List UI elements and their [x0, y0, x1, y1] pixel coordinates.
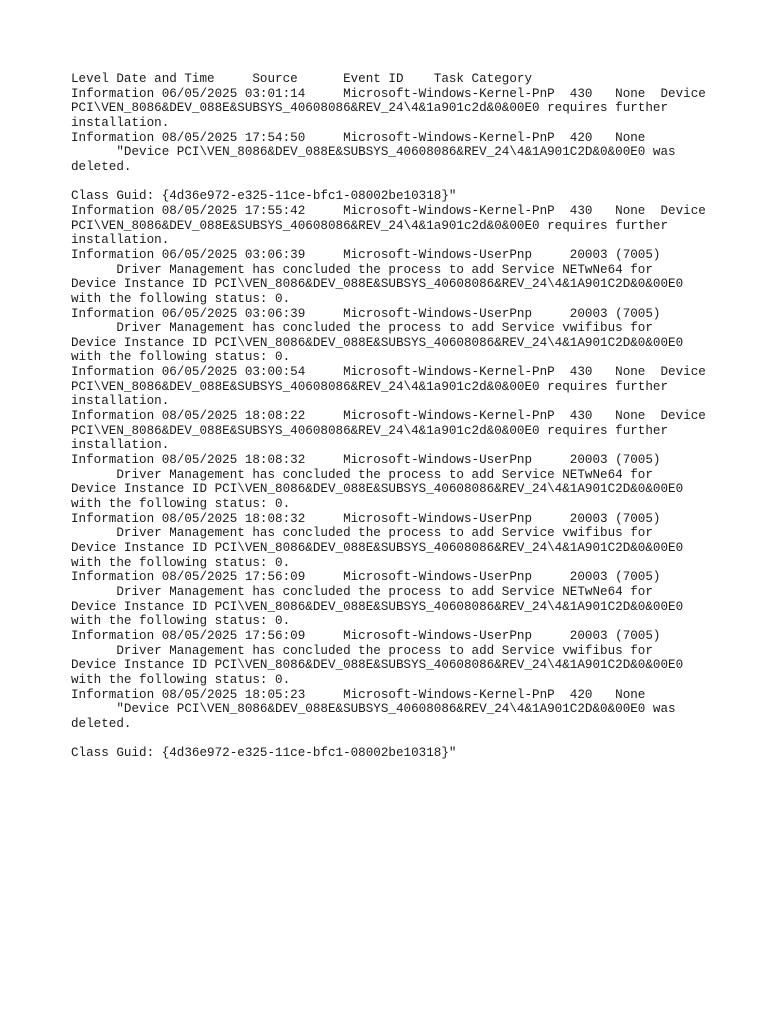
log-line: Driver Management has concluded the process to add Service vwifibus for: [71, 643, 653, 658]
log-line: PCI\VEN_8086&DEV_088E&SUBSYS_40608086&REV_24\4&1a901c2d&0&00E0 requires further: [71, 379, 669, 394]
log-line: installation.: [71, 233, 170, 248]
log-line: Information 06/05/2025 03:06:39 Microsoft-Windows-UserPnp 20003 (7005): [71, 247, 661, 262]
log-line: Information 06/05/2025 03:06:39 Microsoft-Windows-UserPnp 20003 (7005): [71, 306, 661, 321]
log-line: with the following status: 0.: [71, 291, 291, 306]
log-line: Information 06/05/2025 03:01:14 Microsoft-Windows-Kernel-PnP 430 None Device: [71, 86, 706, 101]
log-line: Information 08/05/2025 18:05:23 Microsoft-Windows-Kernel-PnP 420 None: [71, 687, 646, 702]
blank-line: [71, 732, 731, 747]
log-line: with the following status: 0.: [71, 672, 291, 687]
log-line: Device Instance ID PCI\VEN_8086&DEV_088E&SUBSYS_40608086&REV_24\4&1A901C2D&0&00E0: [71, 658, 684, 673]
log-line: Information 08/05/2025 18:08:32 Microsoft-Windows-UserPnp 20003 (7005): [71, 511, 661, 526]
log-line: Information 08/05/2025 17:56:09 Microsoft-Windows-UserPnp 20003 (7005): [71, 570, 661, 585]
document-page: [71, 72, 731, 761]
blank-line: [71, 175, 731, 190]
log-line: Class Guid: {4d36e972-e325-11ce-bfc1-08002be10318}": [71, 189, 457, 204]
log-line: PCI\VEN_8086&DEV_088E&SUBSYS_40608086&REV_24\4&1a901c2d&0&00E0 requires further: [71, 101, 669, 116]
log-line: Device Instance ID PCI\VEN_8086&DEV_088E&SUBSYS_40608086&REV_24\4&1A901C2D&0&00E0: [71, 277, 684, 292]
log-line: PCI\VEN_8086&DEV_088E&SUBSYS_40608086&REV_24\4&1a901c2d&0&00E0 requires further: [71, 218, 669, 233]
log-line: Driver Management has concluded the process to add Service vwifibus for: [71, 526, 653, 541]
log-line: Device Instance ID PCI\VEN_8086&DEV_088E&SUBSYS_40608086&REV_24\4&1A901C2D&0&00E0: [71, 482, 684, 497]
log-line: Device Instance ID PCI\VEN_8086&DEV_088E&SUBSYS_40608086&REV_24\4&1A901C2D&0&00E0: [71, 541, 684, 555]
log-line: Information 08/05/2025 17:54:50 Microsoft-Windows-Kernel-PnP 420 None: [71, 130, 646, 145]
log-line: installation.: [71, 115, 170, 130]
log-line: Driver Management has concluded the process to add Service NETwNe64 for: [71, 467, 653, 482]
log-line: with the following status: 0.: [71, 497, 291, 512]
log-line: deleted.: [71, 159, 132, 174]
log-line: Information 08/05/2025 17:56:09 Microsoft-Windows-UserPnp 20003 (7005): [71, 628, 661, 643]
header-row: Level Date and Time Source Event ID Task Category: [71, 72, 533, 86]
log-line: Device Instance ID PCI\VEN_8086&DEV_088E&SUBSYS_40608086&REV_24\4&1A901C2D&0&00E0: [71, 599, 684, 614]
log-line: Information 08/05/2025 18:08:22 Microsoft-Windows-Kernel-PnP 430 None Device: [71, 409, 706, 424]
log-line: PCI\VEN_8086&DEV_088E&SUBSYS_40608086&REV_24\4&1a901c2d&0&00E0 requires further: [71, 423, 669, 438]
log-line: installation.: [71, 394, 170, 409]
log-line: Information 06/05/2025 03:00:54 Microsoft-Windows-Kernel-PnP 430 None Device: [71, 365, 706, 380]
log-line: Information 08/05/2025 18:08:32 Microsoft-Windows-UserPnp 20003 (7005): [71, 453, 661, 468]
log-line: Class Guid: {4d36e972-e325-11ce-bfc1-08002be10318}": [71, 746, 457, 761]
log-line: Driver Management has concluded the process to add Service NETwNe64 for: [71, 584, 653, 599]
log-line: installation.: [71, 438, 170, 453]
log-line: "Device PCI\VEN_8086&DEV_088E&SUBSYS_40608086&REV_24\4&1A901C2D&0&00E0 was: [71, 702, 676, 717]
log-line: "Device PCI\VEN_8086&DEV_088E&SUBSYS_40608086&REV_24\4&1A901C2D&0&00E0 was: [71, 145, 676, 160]
log-line: Driver Management has concluded the process to add Service vwifibus for: [71, 321, 653, 336]
log-line: Device Instance ID PCI\VEN_8086&DEV_088E&SUBSYS_40608086&REV_24\4&1A901C2D&0&00E0: [71, 335, 684, 350]
log-line: Information 08/05/2025 17:55:42 Microsoft-Windows-Kernel-PnP 430 None Device: [71, 203, 706, 218]
log-line: with the following status: 0.: [71, 350, 291, 365]
log-line: with the following status: 0.: [71, 614, 291, 629]
log-line: deleted.: [71, 716, 132, 731]
log-line: Driver Management has concluded the process to add Service NETwNe64 for: [71, 262, 653, 277]
log-line: with the following status: 0.: [71, 555, 291, 570]
